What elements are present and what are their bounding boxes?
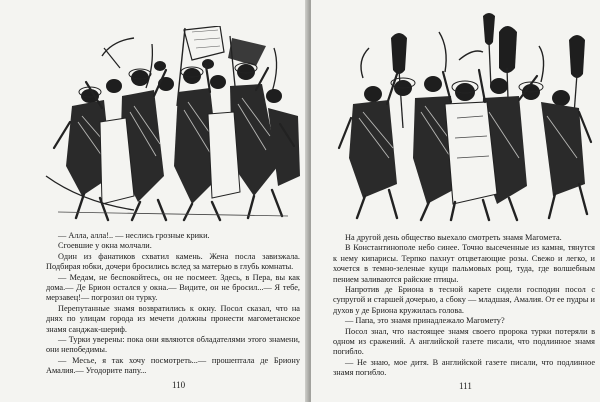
procession-with-banners-illustration [333, 8, 595, 222]
left-page-text [46, 231, 300, 377]
paragraph: — Папа, это знамя принадлежало Магомету? [345, 316, 505, 326]
paragraph: — Алла, алла!.. — неслись грозные крики. [58, 231, 210, 240]
paragraph: Посол знал, что настоящее знамя своего пророка турки потеряли в одном из сражений. А английской газете писали, что подлинное знамя погибло. [333, 326, 595, 357]
crowd-with-stones-illustration [42, 26, 304, 222]
paragraph: — Турки уверены: пока они являются обладателями этого знамени, они непобедимы. [46, 335, 300, 355]
paragraph: — Не знаю, мое дитя. В английской газете писали, что подлинное знамя погибло. [333, 357, 595, 378]
right-page [311, 0, 600, 402]
paragraph: Один из фанатиков схватил камень. Жена посла завизжала. Подбирая юбки, дочери бросились вслед за матерью в глубь комнаты. [46, 251, 300, 272]
paragraph: Сгоевшие у окна молчали. [58, 241, 152, 251]
paragraph: — Месье, я так хочу посмотреть...— прошептала де Бриону Амалия.— Угодорите папу... [46, 355, 300, 376]
page-number: 111 [459, 381, 472, 391]
paragraph: В Константинополе небо синее. Точно высеченные из камня, тянутся к нему кипарисы. Терпко пахнут отцветающие розы. Свежо и легко, и хочется в темно-зеленые кущи пальмовых рощ, туда, где волшебным пением заливаются райские птицы. [333, 243, 595, 284]
page-number: 110 [172, 380, 186, 390]
right-page-text [333, 233, 595, 379]
paragraph: На другой день общество выехало смотреть знамя Магомета. [345, 233, 562, 242]
paragraph: Перепутанные знамя возвратились к окну. Посол сказал, что на днях по улицам города из мечети должны пронести магометанское знамя санджак-шериф. [46, 303, 300, 334]
paragraph: — Медам, не беспокойтесь, он не посмеет. Здесь, в Пера, вы как дома.— Де Брион остался у окна.— Видите, он не бросил...— Я тебе, мерзавец!— погрозил он турку. [46, 272, 300, 303]
paragraph: Напротив де Бриона в тесной карете сидели господин посол с супругой и старшей дочерью, а сбоку — младшая, Амалия. От ее пудры и духов у де Бриона кружилась голова. [333, 285, 595, 315]
